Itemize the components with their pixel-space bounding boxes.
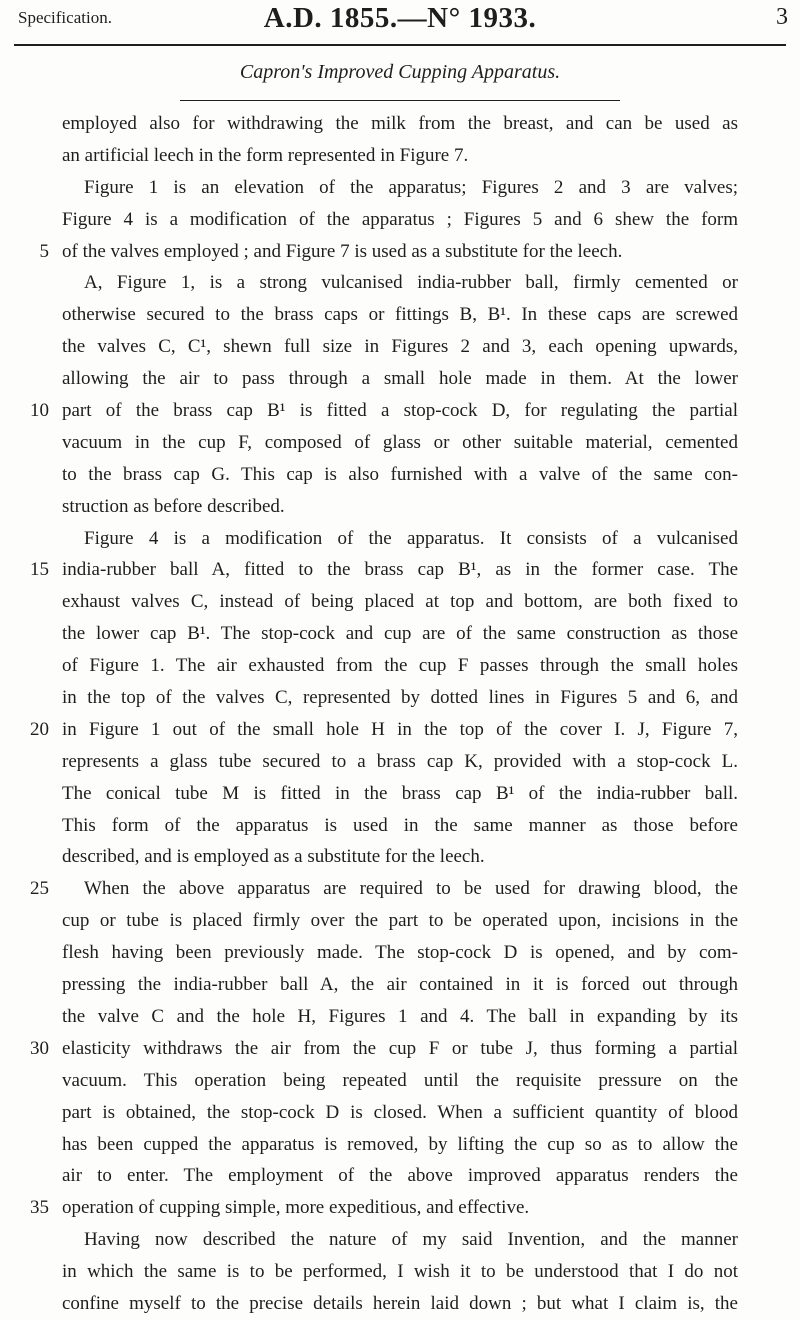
text-line — [62, 140, 738, 172]
line-text: cup or tube is placed firmly over the part to be operated upon, incisions in the — [62, 910, 738, 932]
text-line — [30, 714, 738, 746]
page-header — [0, 0, 800, 83]
line-text: of the valves employed ; and Figure 7 is used as a substitute for the leech. — [62, 240, 623, 262]
line-text: The conical tube M is fitted in the brass cap B¹ of the india-rubber ball. — [62, 782, 738, 804]
line-text: flesh having been previously made. The stop-cock D is opened, and by com- — [62, 942, 738, 964]
line-text: part is obtained, the stop-cock D is closed. When a sufficient quantity of blood — [62, 1101, 738, 1123]
text-line — [62, 1065, 738, 1097]
line-text: in Figure 1 out of the small hole H in the top of the cover I. J, Figure 7, — [62, 718, 738, 740]
line-text: otherwise secured to the brass caps or fittings B, B¹. In these caps are screwed — [62, 304, 738, 326]
line-text: pressing the india-rubber ball A, the air contained in it is forced out through — [62, 974, 738, 996]
line-text: allowing the air to pass through a small hole made in them. At the lower — [62, 368, 738, 390]
text-line — [62, 491, 738, 523]
text-line — [39, 236, 738, 268]
line-text: When the above apparatus are required to be used for drawing blood, the — [84, 878, 738, 900]
text-line — [62, 969, 738, 1001]
line-text: Having now described the nature of my said Invention, and the manner — [84, 1229, 738, 1251]
text-line — [62, 459, 738, 491]
line-text: Figure 1 is an elevation of the apparatus; Figures 2 and 3 are valves; — [84, 176, 738, 198]
text-line — [62, 427, 738, 459]
line-text: in which the same is to be performed, I wish it to be understood that I do not — [62, 1261, 738, 1283]
line-number: 15 — [30, 559, 49, 581]
line-number: 25 — [30, 878, 49, 900]
text-line — [30, 554, 738, 586]
line-text: india-rubber ball A, fitted to the brass cap B¹, as in the former case. The — [62, 559, 738, 581]
text-line — [62, 937, 738, 969]
text-line — [62, 1097, 738, 1129]
text-line — [62, 778, 738, 810]
text-line — [62, 650, 738, 682]
line-text: exhaust valves C, instead of being placed at top and bottom, are both fixed to — [62, 591, 738, 613]
document-body — [30, 108, 738, 1320]
text-line — [62, 204, 738, 236]
text-line — [62, 1256, 738, 1288]
text-line — [30, 395, 738, 427]
page-number: 3 — [776, 4, 788, 30]
text-line — [62, 523, 738, 555]
line-text: Figure 4 is a modification of the apparatus. It consists of a vulcanised — [84, 527, 738, 549]
text-line — [62, 108, 738, 140]
line-text: the valve C and the hole H, Figures 1 and 4. The ball in expanding by its — [62, 1005, 738, 1027]
line-text: of Figure 1. The air exhausted from the cup F passes through the small holes — [62, 655, 738, 677]
text-line — [62, 1288, 738, 1320]
line-number: 20 — [30, 718, 49, 740]
line-text: vacuum. This operation being repeated until the requisite pressure on the — [62, 1069, 738, 1091]
line-number: 5 — [39, 240, 49, 262]
text-line — [62, 267, 738, 299]
line-number: 35 — [30, 1197, 49, 1219]
line-number: 30 — [30, 1037, 49, 1059]
text-line — [62, 905, 738, 937]
running-subtitle: Capron's Improved Cupping Apparatus. — [239, 61, 561, 83]
line-text: the lower cap B¹. The stop-cock and cup are of the same construction as those — [62, 623, 738, 645]
text-line — [30, 1192, 738, 1224]
text-line — [62, 746, 738, 778]
line-text: described, and is employed as a substitute for the leech. — [62, 846, 485, 868]
line-text: air to enter. The employment of the above improved apparatus renders the — [62, 1165, 738, 1187]
line-text: an artificial leech in the form represented in Figure 7. — [62, 144, 469, 166]
line-text: in the top of the valves C, represented by dotted lines in Figures 5 and 6, and — [62, 687, 738, 709]
section-label: Specification. — [18, 8, 112, 27]
text-line — [62, 299, 738, 331]
text-line — [30, 873, 738, 905]
text-line — [62, 1160, 738, 1192]
line-text: to the brass cap G. This cap is also furnished with a valve of the same con- — [62, 463, 738, 485]
line-text: represents a glass tube secured to a brass cap K, provided with a stop-cock L. — [62, 750, 738, 772]
line-text: part of the brass cap B¹ is fitted a stop-cock D, for regulating the partial — [62, 400, 738, 422]
line-text: elasticity withdraws the air from the cup F or tube J, thus forming a partial — [62, 1037, 738, 1059]
line-text: the valves C, C¹, shewn full size in Figures 2 and 3, each opening upwards, — [62, 336, 738, 358]
text-line — [62, 363, 738, 395]
line-number: 10 — [30, 400, 49, 422]
text-line — [62, 810, 738, 842]
line-text: A, Figure 1, is a strong vulcanised india-rubber ball, firmly cemented or — [84, 272, 738, 294]
line-text: employed also for withdrawing the milk from the breast, and can be used as — [62, 113, 738, 134]
text-line — [62, 682, 738, 714]
text-line — [62, 331, 738, 363]
text-line — [62, 586, 738, 618]
page-title: A.D. 1855.—N° 1933. — [263, 2, 537, 34]
text-line — [62, 1001, 738, 1033]
subtitle-rule — [180, 100, 620, 101]
text-line — [62, 172, 738, 204]
text-line — [30, 1033, 738, 1065]
header-rule — [14, 44, 786, 46]
text-line — [62, 1129, 738, 1161]
text-line — [62, 841, 738, 873]
text-line — [62, 618, 738, 650]
line-text: has been cupped the apparatus is removed, by lifting the cup so as to allow the — [62, 1133, 738, 1155]
line-text: Figure 4 is a modification of the apparatus ; Figures 5 and 6 shew the form — [62, 208, 738, 230]
text-line — [62, 1224, 738, 1256]
line-text: vacuum in the cup F, composed of glass or other suitable material, cemented — [62, 431, 738, 453]
line-text: operation of cupping simple, more expeditious, and effective. — [62, 1197, 530, 1219]
line-text: struction as before described. — [62, 495, 285, 517]
line-text: confine myself to the precise details herein laid down ; but what I claim is, the — [62, 1292, 738, 1314]
line-text: This form of the apparatus is used in the same manner as those before — [62, 814, 738, 836]
